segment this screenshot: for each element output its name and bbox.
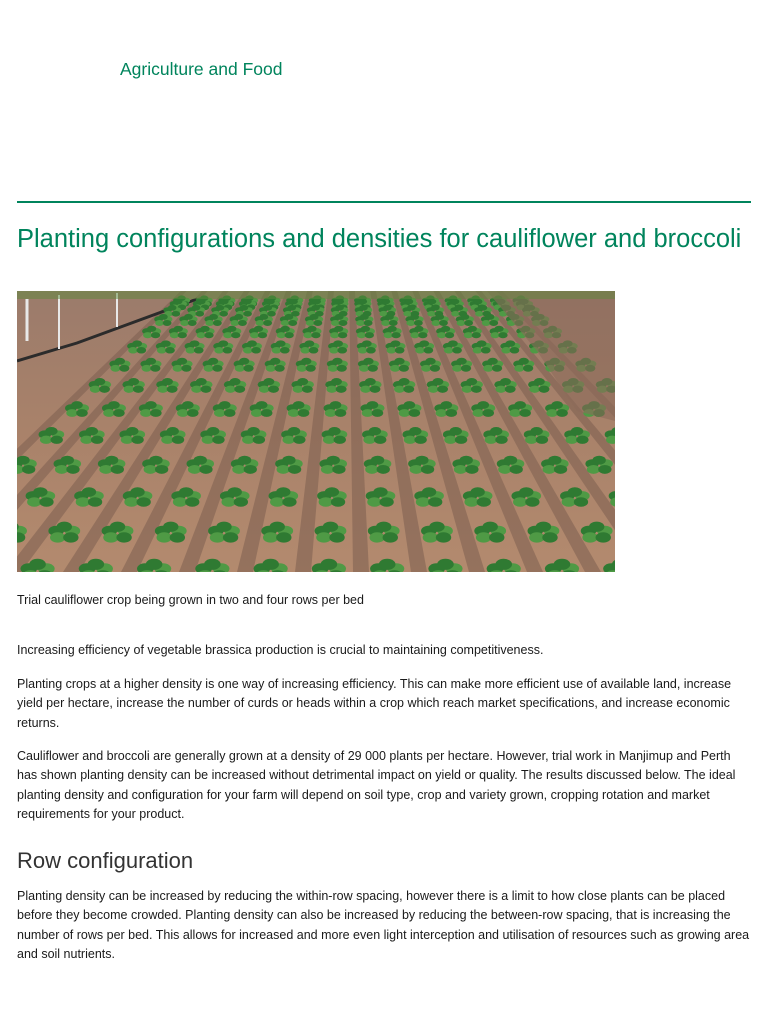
cauliflower-field-photo <box>17 291 615 572</box>
organization-name[interactable]: Agriculture and Food <box>120 59 283 79</box>
image-caption: Trial cauliflower crop being grown in two and four rows per bed <box>17 593 364 607</box>
density-paragraph: Cauliflower and broccoli are generally grown at a density of 29 000 plants per hectare. However, trial work in Manjimup and Perth has shown planting density can be increased without detrimental impact on yield or quality. The results discussed below. The ideal planting density and configuration for your farm will depend on soil type, crop and variety grown, cropping rotation and market requirements for your product. <box>17 749 736 821</box>
header-divider <box>17 201 751 203</box>
intro-paragraph: Increasing efficiency of vegetable brassica production is crucial to maintaining competitiveness. <box>17 643 544 657</box>
efficiency-paragraph: Planting crops at a higher density is one way of increasing efficiency. This can make more efficient use of available land, increase yield per hectare, increase the number of curds or heads within a crop which reach market specifications, and increase economic returns. <box>17 677 732 730</box>
section-heading: Row configuration <box>17 848 194 873</box>
row-configuration-paragraph: Planting density can be increased by reducing the within-row spacing, however there is a limit to how close plants can be placed before they become crowded. Planting density can also be increased by reducing the between-row spacing, that is increasing the number of rows per bed. This allows for increased and more even light interception and utilisation of resources such as growing area and soil nutrients. <box>17 889 750 961</box>
page-title: Planting configurations and densities for cauliflower and broccoli <box>17 225 742 253</box>
